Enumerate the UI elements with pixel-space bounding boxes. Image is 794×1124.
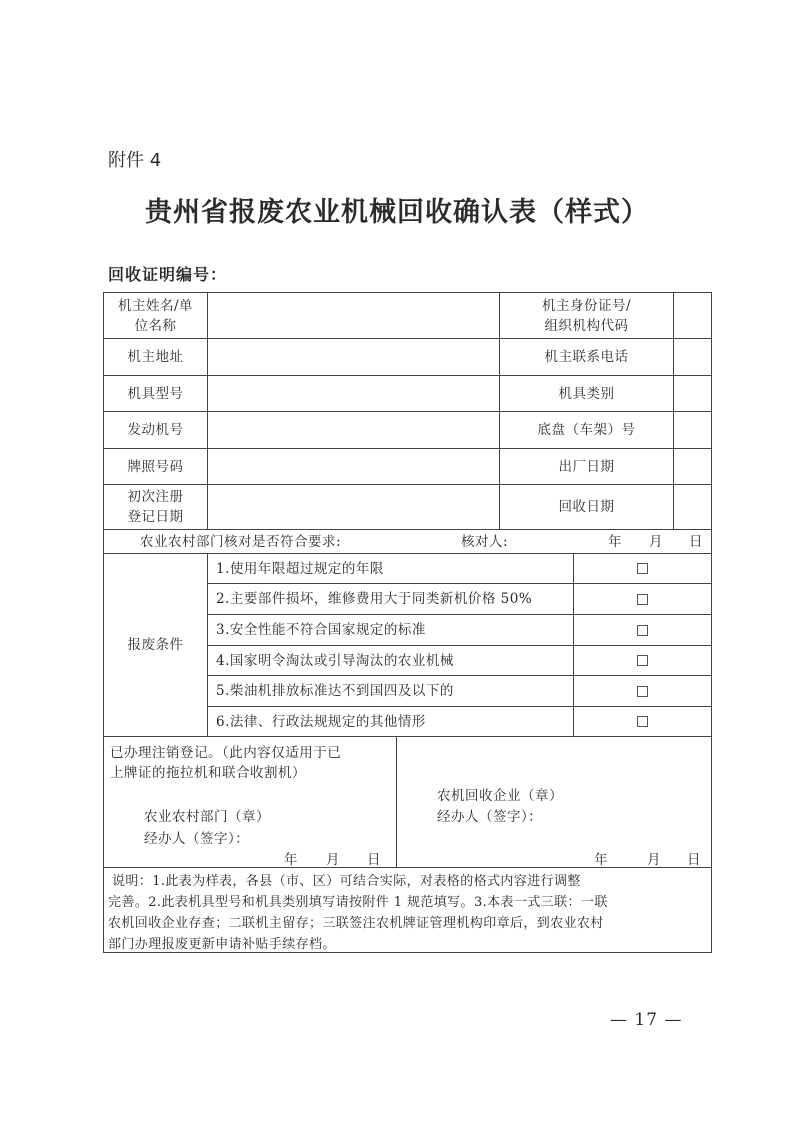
note-line-3: 农机回收企业存查；二联机主留存；三联签注农机牌证管理机构印章后，到农业农村 <box>108 916 604 931</box>
owner-id-field[interactable] <box>674 293 711 339</box>
owner-name-label: 机主姓名/单 位名称 <box>104 293 208 339</box>
checkbox-icon[interactable] <box>637 625 648 636</box>
right-sign-year: 年 <box>594 852 608 868</box>
page-title: 贵州省报废农业机械回收确认表（样式） <box>145 197 649 228</box>
chassis-number-label: 底盘（车架）号 <box>500 412 674 449</box>
page-number: — 17 — <box>610 1010 683 1030</box>
left-sign-day: 日 <box>367 852 381 868</box>
condition-1-checkbox[interactable] <box>574 554 711 584</box>
machine-model-field[interactable] <box>208 376 500 412</box>
machine-model-label: 机具型号 <box>104 376 208 412</box>
factory-date-label: 出厂日期 <box>500 449 674 485</box>
left-sign-month: 月 <box>326 852 340 868</box>
condition-6-checkbox[interactable] <box>574 707 711 737</box>
note-line-1: 说明：1.此表为样表，各县（市、区）可结合实际，对表格的格式内容进行调整 <box>112 874 581 889</box>
condition-6: 6.法律、行政法规规定的其他情形 <box>208 707 574 737</box>
verify-day: 日 <box>689 534 703 550</box>
condition-2: 2.主要部件损坏，维修费用大于同类新机价格 50% <box>208 584 574 615</box>
condition-3-checkbox[interactable] <box>574 615 711 646</box>
confirmation-form-table <box>103 292 712 953</box>
checkbox-icon[interactable] <box>637 716 648 727</box>
owner-name-field[interactable] <box>208 293 500 339</box>
deregistration-line-1: 已办理注销登记。（此内容仅适用于已 <box>110 745 342 761</box>
checkbox-icon[interactable] <box>637 563 648 574</box>
verify-year: 年 <box>608 534 622 550</box>
attachment-label: 附件 4 <box>108 150 162 171</box>
note-line-2: 完善。2.此表机具型号和机具类别填写请按附件 1 规范填写。3.本表一式三联：一联 <box>108 895 608 910</box>
condition-4-checkbox[interactable] <box>574 646 711 676</box>
agri-dept-seal-label: 农业农村部门（章） <box>144 809 270 825</box>
plate-number-label: 牌照号码 <box>104 449 208 485</box>
condition-5-checkbox[interactable] <box>574 676 711 707</box>
owner-phone-field[interactable] <box>674 339 711 376</box>
owner-phone-label: 机主联系电话 <box>500 339 674 376</box>
condition-1: 1.使用年限超过规定的年限 <box>208 554 574 584</box>
condition-4: 4.国家明令淘汰或引导淘汰的农业机械 <box>208 646 574 676</box>
left-sign-year: 年 <box>284 852 298 868</box>
condition-2-checkbox[interactable] <box>574 584 711 615</box>
checkbox-icon[interactable] <box>637 655 648 666</box>
note-line-4: 部门办理报废更新申请补贴手续存档。 <box>108 937 336 952</box>
recycler-handler-label: 经办人（签字）： <box>437 809 543 825</box>
engine-number-field[interactable] <box>208 412 500 449</box>
checkbox-icon[interactable] <box>637 686 648 697</box>
owner-id-label: 机主身份证号/ 组织机构代码 <box>500 293 674 339</box>
recycle-date-field[interactable] <box>674 485 711 530</box>
first-registration-field[interactable] <box>208 485 500 530</box>
deregistration-line-2: 上牌证的拖拉机和联合收割机） <box>110 765 306 781</box>
recycle-date-label: 回收日期 <box>500 485 674 530</box>
scrap-conditions-label: 报废条件 <box>104 554 208 737</box>
engine-number-label: 发动机号 <box>104 412 208 449</box>
checkbox-icon[interactable] <box>637 594 648 605</box>
recycler-seal-label: 农机回收企业（章） <box>437 788 563 804</box>
agri-dept-handler-label: 经办人（签字）： <box>144 831 250 847</box>
cert-number-label: 回收证明编号： <box>108 265 228 284</box>
machine-category-field[interactable] <box>674 376 711 412</box>
chassis-number-field[interactable] <box>674 412 711 449</box>
condition-3: 3.安全性能不符合国家规定的标准 <box>208 615 574 646</box>
plate-number-field[interactable] <box>208 449 500 485</box>
right-sign-day: 日 <box>687 852 701 868</box>
factory-date-field[interactable] <box>674 449 711 485</box>
checker-label: 核对人: <box>461 534 509 550</box>
machine-category-label: 机具类别 <box>500 376 674 412</box>
right-sign-month: 月 <box>647 852 661 868</box>
first-registration-label: 初次注册 登记日期 <box>104 485 208 530</box>
verification-question: 农业农村部门核对是否符合要求: <box>140 534 342 550</box>
owner-address-label: 机主地址 <box>104 339 208 376</box>
condition-5: 5.柴油机排放标准达不到国四及以下的 <box>208 676 574 707</box>
owner-address-field[interactable] <box>208 339 500 376</box>
verify-month: 月 <box>649 534 663 550</box>
